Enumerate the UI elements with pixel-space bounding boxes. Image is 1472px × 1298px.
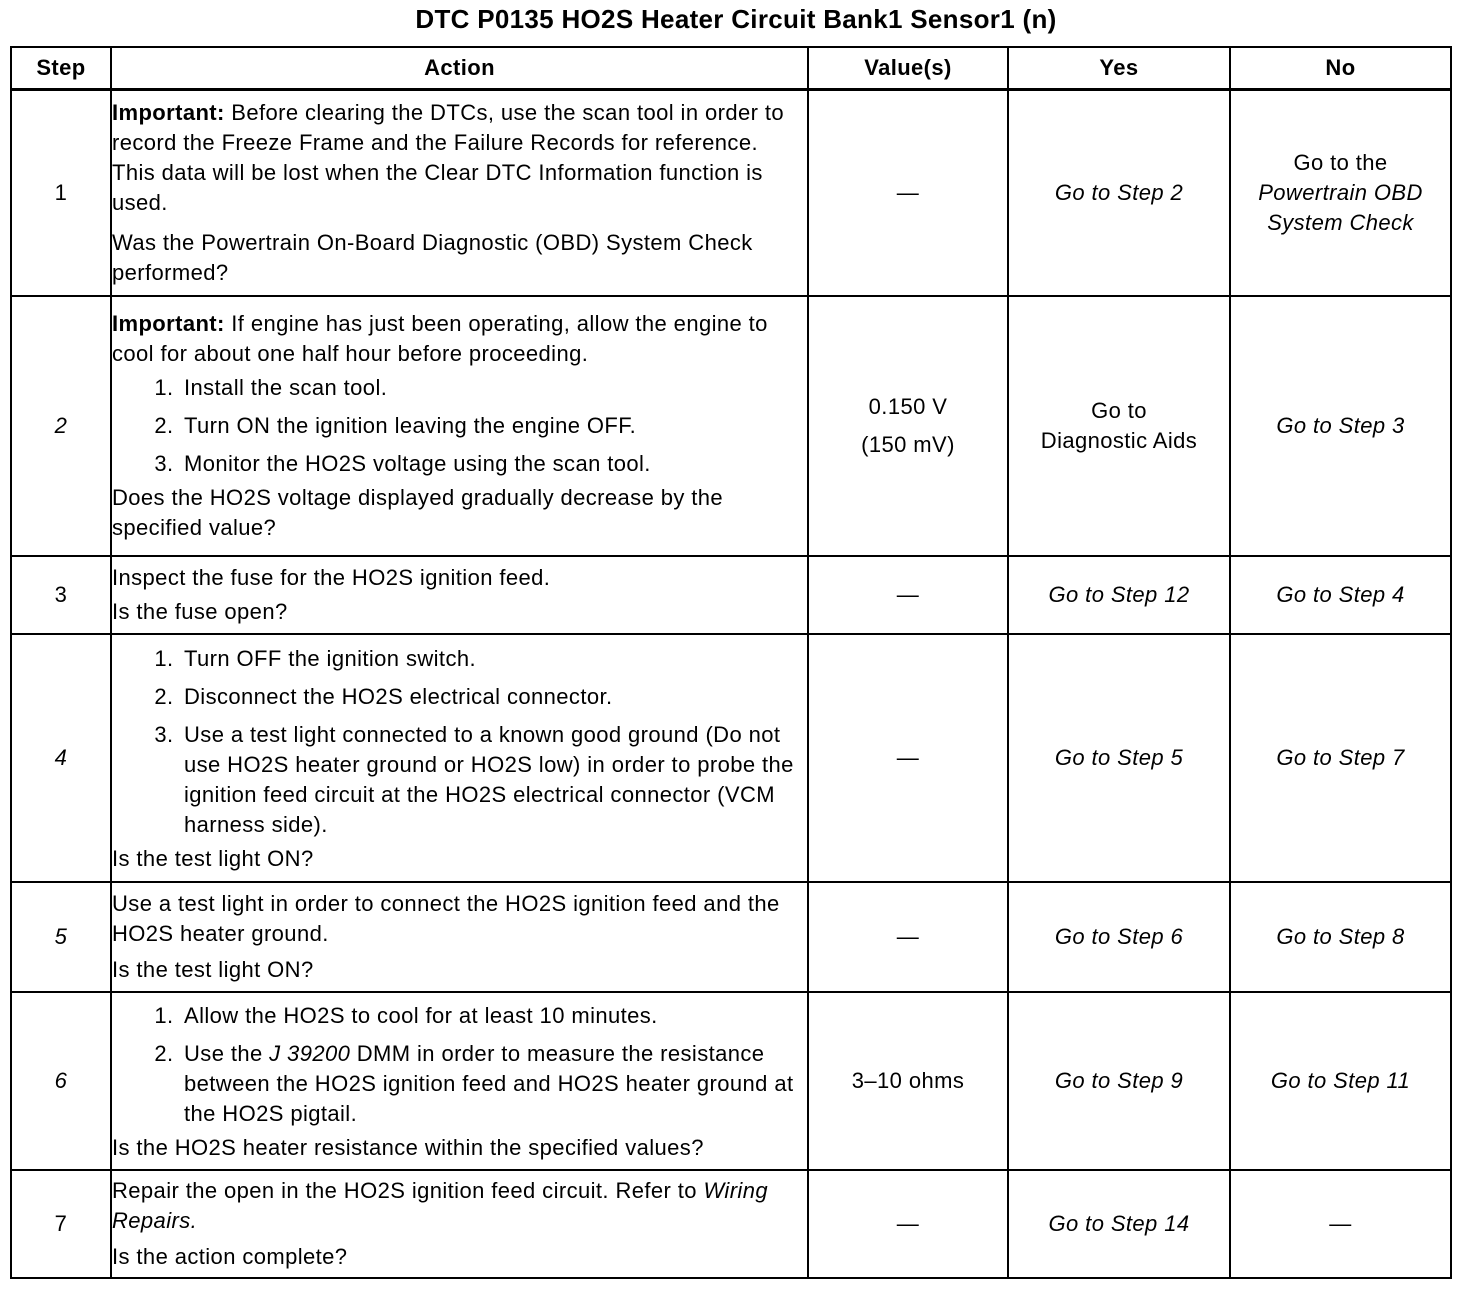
table-row [11,556,1451,634]
yes-cell: Go to Step 12 [1008,556,1230,634]
question-text: Is the test light ON? [112,845,314,871]
column-header-yes: Yes [1008,47,1230,90]
procedure-text: DMM in order to measure the resistance between the HO2S ignition feed and HO2S heater ground at the HO2S pigtail. [184,1040,794,1126]
table-row [11,1170,1451,1278]
instruction-body: Repair the open in the HO2S ignition feed circuit. Refer to [112,1177,697,1203]
instruction-text [112,1176,807,1236]
table-row [11,296,1451,556]
page-title: DTC P0135 HO2S Heater Circuit Bank1 Sensor1 (n) [415,4,1057,34]
no-cell: Go to Step 4 [1230,556,1451,634]
important-label: Important: [112,99,225,125]
table-row [11,634,1451,882]
yes-link-diagnostic-aids: Go to Diagnostic Aids [1040,397,1198,453]
instruction-text: Inspect the fuse for the HO2S ignition feed. [112,564,551,590]
step-number: 3 [11,556,111,634]
procedure-list [112,373,807,479]
important-note [112,309,807,369]
table-row [11,90,1451,296]
no-cell: Go to Step 7 [1230,634,1451,882]
procedure-list [112,644,807,840]
step-number: 6 [11,992,111,1170]
procedure-list [112,1001,807,1129]
question-text: Was the Powertrain On-Board Diagnostic (OBD) System Check performed? [112,229,753,285]
tool-reference: J 39200 [269,1040,351,1066]
table-row [11,882,1451,992]
no-cell: Go to Step 11 [1230,992,1451,1170]
action-cell [111,1170,808,1278]
yes-cell: Go to Step 14 [1008,1170,1230,1278]
action-cell [111,992,808,1170]
procedure-step [180,1039,807,1129]
column-header-step: Step [11,47,111,90]
important-note [112,98,807,218]
no-text-line: Go to the [1293,149,1388,175]
action-cell [111,882,808,992]
question-text: Is the fuse open? [112,598,288,624]
procedure-step: 2. Disconnect the HO2S electrical connector. [180,682,807,712]
no-cell [1230,90,1451,296]
value-cell [808,296,1008,556]
value-line: (150 mV) [861,431,955,457]
action-cell [111,90,808,296]
step-number: 1 [11,90,111,296]
value-cell: — [808,634,1008,882]
procedure-text: Use the [184,1040,263,1066]
value-line: 0.150 V [868,393,948,419]
procedure-step: 1. Install the scan tool. [180,373,807,403]
table-row [11,992,1451,1170]
yes-cell: Go to Step 5 [1008,634,1230,882]
question-text: Does the HO2S voltage displayed gradually decrease by the specified value? [112,484,724,540]
important-text: Before clearing the DTCs, use the scan tool in order to record the Freeze Frame and the Failure Records for reference. This data will be lost when the Clear DTC Information function is used. [112,99,784,215]
action-cell [111,296,808,556]
procedure-step: 3. Monitor the HO2S voltage using the scan tool. [180,449,807,479]
value-cell: — [808,882,1008,992]
column-header-action: Action [111,47,808,90]
yes-cell: Go to Step 2 [1008,90,1230,296]
procedure-step: 3. Use a test light connected to a known good ground (Do not use HO2S heater ground or HO2S low) in order to probe the ignition feed circuit at the HO2S electrical connector (VCM harness side). [180,720,807,840]
yes-cell: Go to Step 6 [1008,882,1230,992]
table-header-row [11,47,1451,90]
value-cell: — [808,90,1008,296]
question-text: Is the test light ON? [112,956,314,982]
procedure-step: 2. Turn ON the ignition leaving the engine OFF. [180,411,807,441]
step-number: 5 [11,882,111,992]
no-cell: Go to Step 3 [1230,296,1451,556]
action-cell [111,634,808,882]
value-cell: — [808,1170,1008,1278]
no-cell: Go to Step 8 [1230,882,1451,992]
question-text: Is the HO2S heater resistance within the specified values? [112,1134,704,1160]
no-link-obd-check: Powertrain OBD System Check [1258,179,1423,235]
value-cell: — [808,556,1008,634]
important-text: If engine has just been operating, allow the engine to cool for about one half hour before proceeding. [112,310,768,366]
diagnostic-table [10,46,1452,1279]
column-header-no: No [1230,47,1451,90]
no-cell: — [1230,1170,1451,1278]
wiring-repairs-reference: Wiring Repairs. [112,1177,768,1233]
step-number: 4 [11,634,111,882]
yes-cell [1008,296,1230,556]
step-number: 7 [11,1170,111,1278]
step-number: 2 [11,296,111,556]
procedure-step: 1. Allow the HO2S to cool for at least 10 minutes. [180,1001,807,1031]
yes-cell: Go to Step 9 [1008,992,1230,1170]
question-text: Is the action complete? [112,1243,348,1269]
important-label: Important: [112,310,225,336]
column-header-values: Value(s) [808,47,1008,90]
value-cell: 3–10 ohms [808,992,1008,1170]
procedure-step: 1. Turn OFF the ignition switch. [180,644,807,674]
instruction-text: Use a test light in order to connect the HO2S ignition feed and the HO2S heater ground. [112,890,780,946]
action-cell [111,556,808,634]
